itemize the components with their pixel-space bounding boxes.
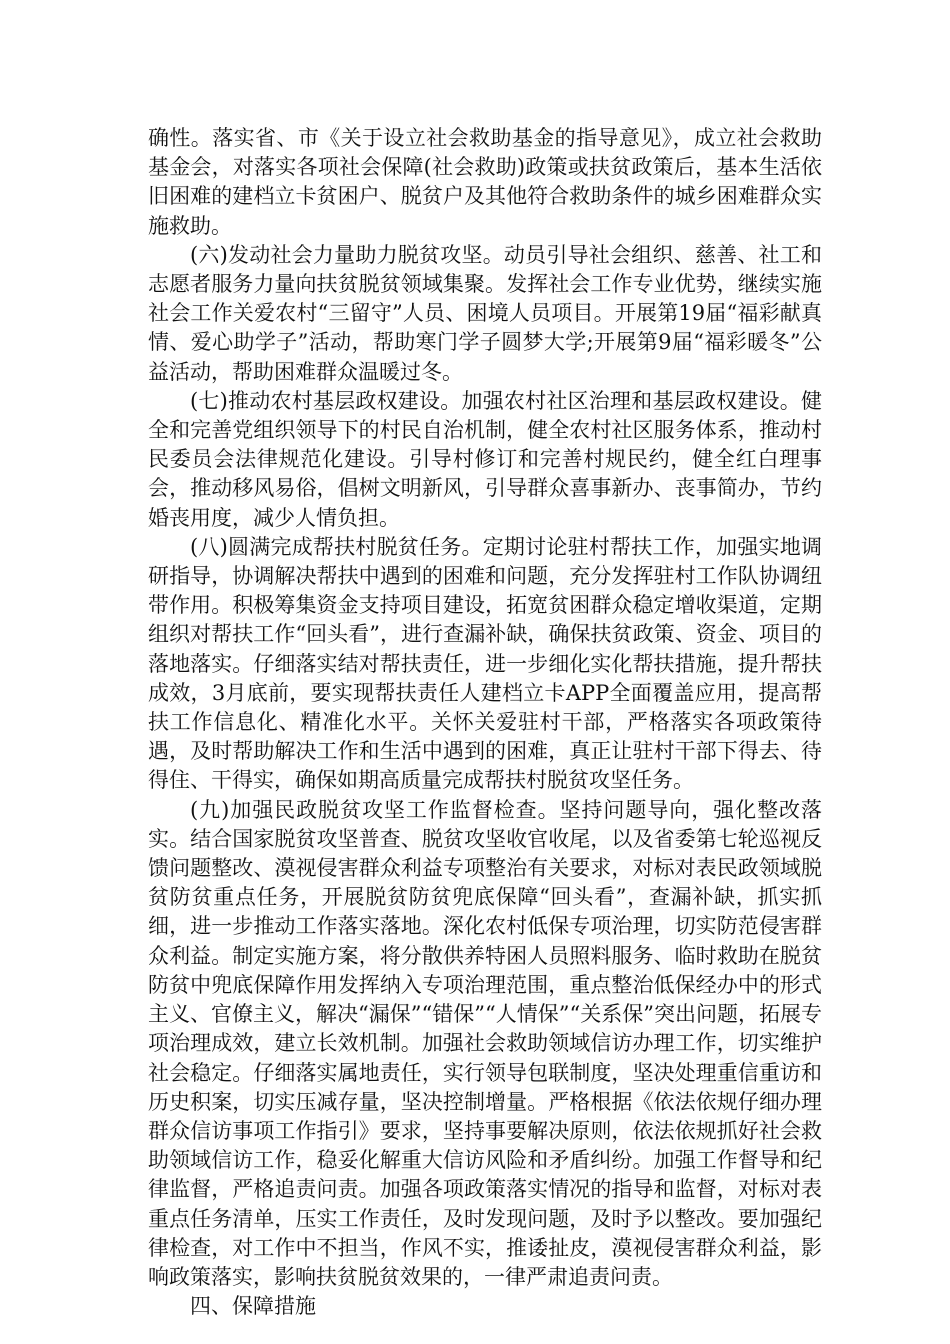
paragraph-item-7: (七)推动农村基层政权建设。加强农村社区治理和基层政权建设。健全和完善党组织领导下的村民自治机制，健全农村社区服务体系，推动村民委员会法律规范化建设。引导村修订和完善村规民约，健全红白理事会，推动移风易俗，倡树文明新风，引导群众喜事新办、丧事简办，节约婚丧用度，减少人情负担。 xyxy=(148,388,822,530)
paragraph-item-6: (六)发动社会力量助力脱贫攻坚。动员引导社会组织、慈善、社工和志愿者服务力量向扶贫脱贫领域集聚。发挥社会工作专业优势，继续实施社会工作关爱农村“三留守”人员、困境人员项目。开展第19届“福彩献真情、爱心助学子”活动，帮助寒门学子圆梦大学;开展第9届“福彩暖冬”公益活动，帮助困难群众温暖过冬。 xyxy=(148,242,822,384)
paragraph-continuation: 确性。落实省、市《关于设立社会救助基金的指导意见》，成立社会救助基金会，对落实各项社会保障(社会救助)政策或扶贫政策后，基本生活依旧困难的建档立卡贫困户、脱贫户及其他符合救助条件的城乡困难群众实施救助。 xyxy=(148,126,822,238)
paragraph-item-8: (八)圆满完成帮扶村脱贫任务。定期讨论驻村帮扶工作，加强实地调研指导，协调解决帮扶中遇到的困难和问题，充分发挥驻村工作队协调纽带作用。积极筹集资金支持项目建设，拓宽贫困群众稳定增收渠道，定期组织对帮扶工作“回头看”，进行查漏补缺，确保扶贫政策、资金、项目的落地落实。仔细落实结对帮扶责任，进一步细化实化帮扶措施，提升帮扶成效，3月底前，要实现帮扶责任人建档立卡APP全面覆盖应用，提高帮扶工作信息化、精准化水平。关怀关爱驻村干部，严格落实各项政策待遇，及时帮助解决工作和生活中遇到的困难，真正让驻村干部下得去、待得住、干得实，确保如期高质量完成帮扶村脱贫攻坚任务。 xyxy=(148,534,822,793)
paragraph-item-9: (九)加强民政脱贫攻坚工作监督检查。坚持问题导向，强化整改落实。结合国家脱贫攻坚普查、脱贫攻坚收官收尾，以及省委第七轮巡视反馈问题整改、漠视侵害群众利益专项整治有关要求，对标对表民政领域脱贫防贫重点任务，开展脱贫防贫兜底保障“回头看”，查漏补缺，抓实抓细，进一步推动工作落实落地。深化农村低保专项治理，切实防范侵害群众利益。制定实施方案，将分散供养特困人员照料服务、临时救助在脱贫防贫中兜底保障作用发挥纳入专项治理范围，重点整治低保经办中的形式主义、官僚主义，解决“漏保”“错保”“人情保”“关系保”突出问题，拓展专项治理成效，建立长效机制。加强社会救助领域信访办理工作，切实维护社会稳定。仔细落实属地责任，实行领导包联制度，坚决处理重信重访和历史积案，切实压减存量，坚决控制增量。严格根据《依法依规仔细办理群众信访事项工作指引》要求，坚持事要解决原则，依法依规抓好社会救助领域信访工作，稳妥化解重大信访风险和矛盾纠纷。加强工作督导和纪律监督，严格追责问责。加强各项政策落实情况的指导和监督，对标对表重点任务清单，压实工作责任，及时发现问题，及时予以整改。要加强纪律检查，对工作中不担当，作风不实，推诿扯皮，漠视侵害群众利益，影响政策落实，影响扶贫脱贫效果的，一律严肃追责问责。 xyxy=(148,797,822,1289)
section-heading: 四、保障措施 xyxy=(190,1294,316,1319)
